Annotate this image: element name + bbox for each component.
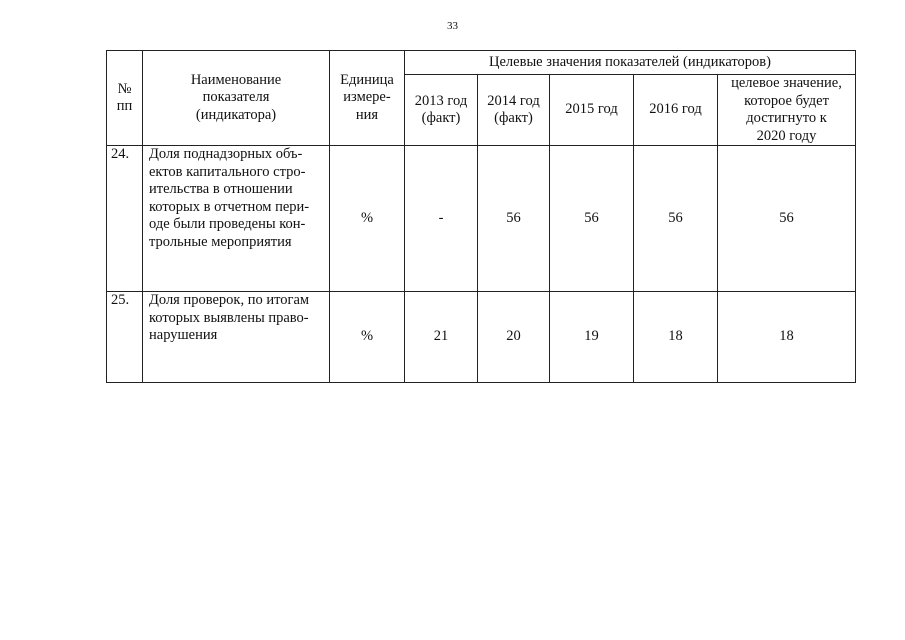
row-value-2013: - <box>405 146 478 292</box>
header-year-2015 <box>550 75 634 146</box>
row-number: 24. <box>107 146 143 292</box>
header-year-2016 <box>634 75 718 146</box>
row-indicator-name-text: Доля проверок, по итогам которых выявлены право- нарушения <box>149 292 310 343</box>
header-year-2015-label: 2015 год <box>565 101 618 118</box>
header-name <box>143 51 330 146</box>
header-target-2020-label: целевое значение, которое будет достигнуто к 2020 году <box>731 75 842 144</box>
header-year-2014 <box>478 75 550 146</box>
header-year-2016-label: 2016 год <box>649 101 702 118</box>
row-value-2014: 56 <box>478 146 550 292</box>
row-value-2016: 56 <box>634 146 718 292</box>
indicators-table <box>106 50 856 383</box>
header-number-label: № пп <box>116 80 133 114</box>
header-year-2013-label: 2013 год (факт) <box>414 92 468 126</box>
row-value-2015: 56 <box>550 146 634 292</box>
row-value-target-2020: 18 <box>718 292 856 383</box>
row-indicator-name <box>143 146 330 292</box>
row-indicator-name-text: Доля поднадзорных объ- ектов капитального стро- ительства в отношении которых в отчетном пери- оде были проведены кон- трольные мероприятия <box>149 146 310 250</box>
header-number <box>107 51 143 146</box>
header-group-label: Целевые значения показателей (индикаторов) <box>489 53 771 70</box>
row-unit: % <box>330 146 405 292</box>
table-header <box>107 51 856 146</box>
row-value-target-2020: 56 <box>718 146 856 292</box>
header-year-2013 <box>405 75 478 146</box>
row-value-2014: 20 <box>478 292 550 383</box>
row-number: 25. <box>107 292 143 383</box>
header-year-2014-label: 2014 год (факт) <box>487 92 540 126</box>
table-row <box>107 292 856 383</box>
header-name-label: Наименование показателя (индикатора) <box>190 71 282 123</box>
table-row <box>107 146 856 292</box>
row-value-2013: 21 <box>405 292 478 383</box>
row-value-2016: 18 <box>634 292 718 383</box>
header-unit-label: Единица измере- ния <box>340 71 394 123</box>
header-target-2020 <box>718 75 856 146</box>
header-unit <box>330 51 405 146</box>
page-number: 33 <box>447 20 458 32</box>
row-value-2015: 19 <box>550 292 634 383</box>
row-unit: % <box>330 292 405 383</box>
header-target-values-group <box>405 51 856 75</box>
row-indicator-name <box>143 292 330 383</box>
